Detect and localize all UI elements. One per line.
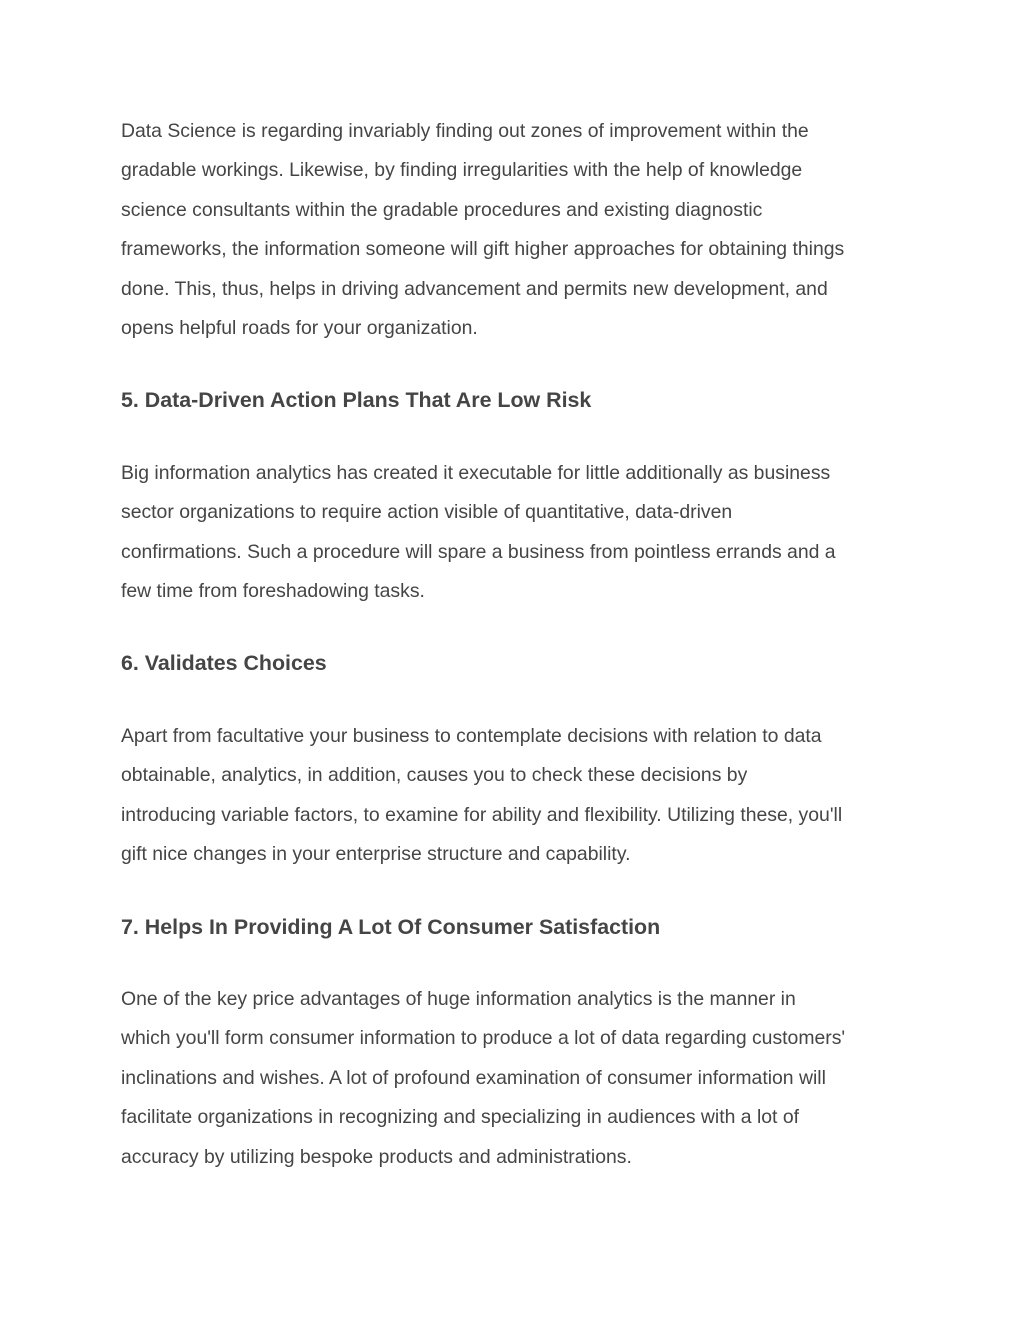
document-page bbox=[121, 112, 911, 1177]
section-heading-7: 7. Helps In Providing A Lot Of Consumer Satisfaction bbox=[121, 914, 661, 939]
intro-paragraph: Data Science is regarding invariably finding out zones of improvement within the gradable workings. Likewise, by finding irregularities with the help of knowledge science consultants within the gradable procedures and existing diagnostic frameworks, the information someone will gift higher approaches for obtaining things done. This, thus, helps in driving advancement and permits new development, and opens helpful roads for your organization. bbox=[121, 120, 845, 340]
section-paragraph-7: One of the key price advantages of huge information analytics is the manner in which you'll form consumer information to produce a lot of data regarding customers' inclinations and wishes. A lot of profound examination of consumer information will facilitate organizations in recognizing and specializing in audiences with a lot of accuracy by utilizing bespoke products and administrations. bbox=[121, 987, 846, 1168]
section-heading-6: 6. Validates Choices bbox=[121, 651, 327, 676]
section-paragraph-6: Apart from facultative your business to contemplate decisions with relation to data obtainable, analytics, in addition, causes you to check these decisions by introducing variable factors, to examine for ability and flexibility. Utilizing these, you'll gift nice changes in your enterprise structure and capability. bbox=[121, 724, 843, 866]
section-paragraph-5: Big information analytics has created it executable for little additionally as business sector organizations to require action visible of quantitative, data-driven confirmations. Such a procedure will spare a business from pointless errands and a few time from foreshadowing tasks. bbox=[121, 461, 836, 603]
section-heading-5: 5. Data-Driven Action Plans That Are Low Risk bbox=[121, 388, 592, 413]
